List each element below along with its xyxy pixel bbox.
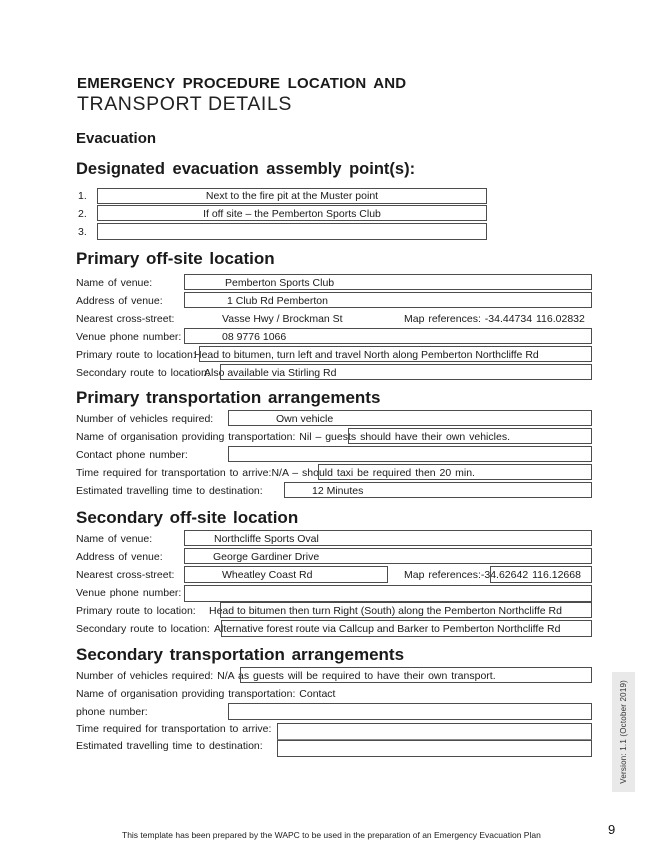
value-secondary-loc-primary-route: Head to bitumen then turn Right (South) along the Pemberton Northcliffe Rd [209, 605, 562, 617]
label-secondary-time-to-arrive: Time required for transportation to arrive: [76, 723, 272, 735]
label-estimated-travelling-time: Estimated travelling time to destination: [76, 485, 263, 497]
label-address-of-venue: Address of venue: [76, 295, 163, 307]
assembly-point-value-1: Next to the fire pit at the Muster point [205, 190, 379, 202]
heading-primary-transportation: Primary transportation arrangements [76, 388, 381, 407]
heading-assembly-points: Designated evacuation assembly point(s): [76, 160, 416, 178]
label-secondary-organisation: Name of organisation providing transportation: Contact [76, 688, 336, 700]
version-label: Version: 1.1 (October 2019) [619, 680, 628, 784]
field-secondary-time-to-arrive[interactable] [277, 723, 592, 740]
label-time-for-transport-to-arrive: Time required for transportation to arrive:N/A – should taxi be required then 20 min. [76, 467, 475, 479]
label-name-of-venue: Name of venue: [76, 533, 153, 545]
value-secondary-loc-secondary-route: Alternative forest route via Callcup and Barker to Pemberton Northcliffe Rd [214, 623, 561, 635]
label-organisation-providing-transport: Name of organisation providing transportation: Nil – guests should have their own vehicles. [76, 431, 510, 443]
label-nearest-cross-street: Nearest cross-street: [76, 569, 175, 581]
assembly-point-number: 2. [78, 208, 87, 220]
heading-primary-offsite-location: Primary off-site location [76, 249, 275, 268]
label-primary-route: Primary route to location: [76, 605, 196, 617]
value-primary-map-references: Map references: -34.44734 116.02832 [404, 313, 585, 325]
value-secondary-route: Also available via Stirling Rd [204, 367, 337, 379]
assembly-point-field-3[interactable] [97, 223, 487, 240]
label-venue-phone-number: Venue phone number: [76, 587, 182, 599]
heading-evacuation: Evacuation [76, 130, 157, 147]
label-vehicles-required: Number of vehicles required: [76, 413, 214, 425]
value-primary-cross-street: Vasse Hwy / Brockman St [222, 313, 343, 325]
label-contact-phone-number: Contact phone number: [76, 449, 188, 461]
assembly-point-number: 1. [78, 190, 87, 202]
field-primary-contact-phone[interactable] [228, 446, 592, 462]
field-secondary-route[interactable] [220, 364, 592, 380]
assembly-point-number: 3. [78, 226, 87, 238]
field-primary-organisation[interactable] [348, 428, 592, 444]
value-primary-venue-name: Pemberton Sports Club [225, 277, 335, 289]
label-phone-number: phone number: [76, 706, 148, 718]
field-secondary-loc-primary-route[interactable] [220, 602, 592, 618]
label-secondary-route: Secondary route to location: [76, 367, 210, 379]
assembly-point-value-2: If off site – the Pemberton Sports Club [203, 208, 381, 220]
label-nearest-cross-street: Nearest cross-street: [76, 313, 175, 325]
page-number: 9 [608, 822, 616, 837]
value-secondary-cross-street: Wheatley Coast Rd [222, 569, 313, 581]
value-primary-venue-address: 1 Club Rd Pemberton [227, 295, 328, 307]
field-secondary-contact-phone[interactable] [228, 703, 592, 720]
label-secondary-route: Secondary route to location: [76, 623, 210, 635]
version-tab [612, 672, 635, 792]
field-secondary-travel-time[interactable] [277, 740, 592, 757]
field-primary-time-to-arrive[interactable] [318, 464, 592, 480]
value-secondary-venue-address: George Gardiner Drive [213, 551, 320, 563]
heading-secondary-transportation: Secondary transportation arrangements [76, 645, 405, 664]
field-primary-route[interactable] [199, 346, 592, 362]
label-address-of-venue: Address of venue: [76, 551, 163, 563]
label-secondary-travel-time: Estimated travelling time to destination: [76, 740, 263, 752]
field-secondary-map-references[interactable] [490, 566, 592, 583]
value-primary-travel-time: 12 Minutes [312, 485, 364, 497]
footer-note: This template has been prepared by the WAPC to be used in the preparation of an Emergency Evacuation Plan [122, 830, 541, 840]
value-secondary-venue-name: Northcliffe Sports Oval [214, 533, 319, 545]
field-secondary-vehicles-required[interactable] [240, 667, 592, 683]
field-secondary-venue-phone[interactable] [184, 585, 592, 602]
heading-secondary-offsite-location: Secondary off-site location [76, 508, 299, 527]
field-secondary-loc-secondary-route[interactable] [221, 620, 592, 637]
label-name-of-venue: Name of venue: [76, 277, 153, 289]
page-title-line1: EMERGENCY PROCEDURE LOCATION AND [77, 75, 407, 92]
value-primary-vehicles-required: Own vehicle [276, 413, 334, 425]
value-primary-venue-phone: 08 9776 1066 [222, 331, 287, 343]
label-secondary-vehicles-required: Number of vehicles required: N/A as guests will be required to have their own transport. [76, 670, 496, 682]
page-title-line2: TRANSPORT DETAILS [77, 93, 292, 115]
label-venue-phone-number: Venue phone number: [76, 331, 182, 343]
label-primary-route: Primary route to location: [76, 349, 196, 361]
value-primary-route: Head to bitumen, turn left and travel North along Pemberton Northcliffe Rd [194, 349, 539, 361]
value-secondary-map-references: Map references:-34.62642 116.12668 [404, 569, 581, 581]
